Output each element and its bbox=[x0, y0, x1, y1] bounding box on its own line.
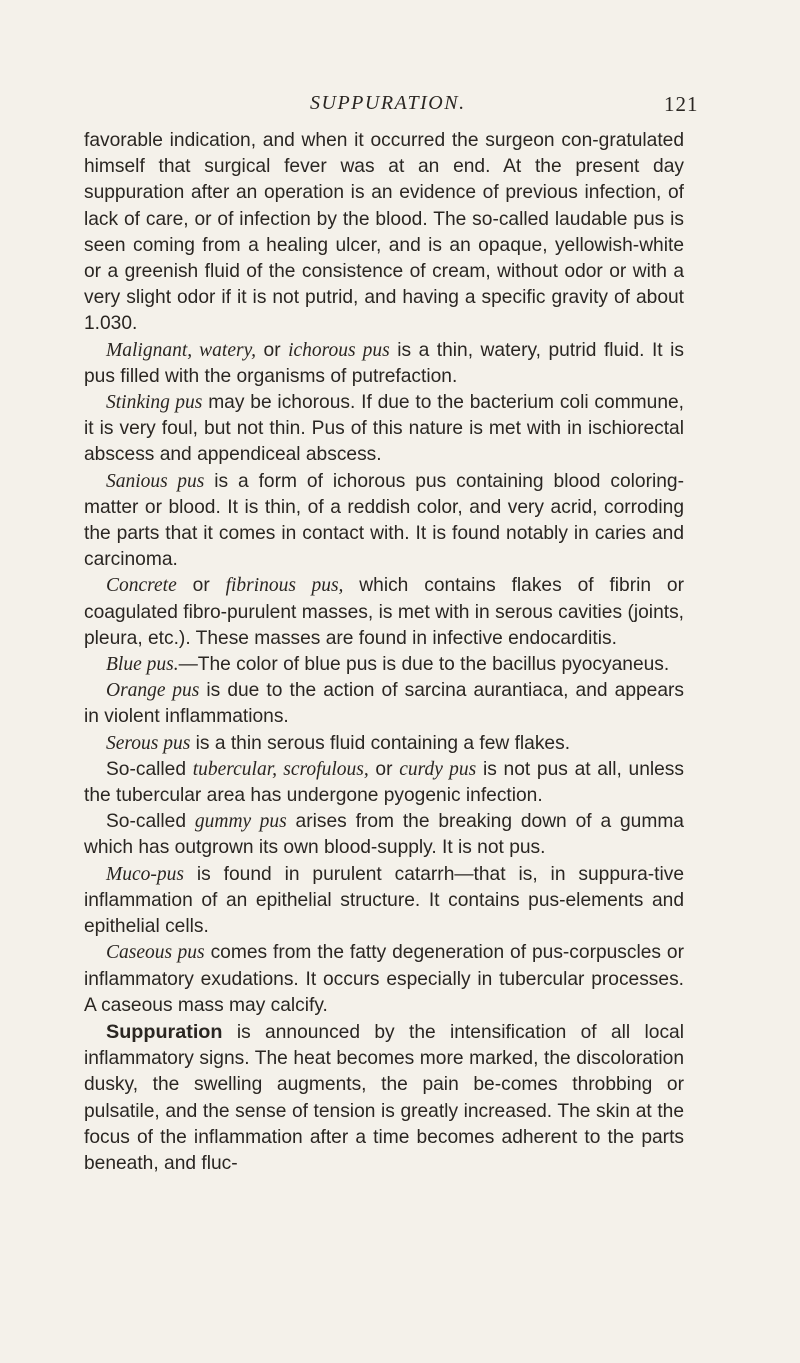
body-text bbox=[84, 128, 684, 1177]
paragraph-laudable-pus bbox=[84, 128, 684, 338]
text-run: is a form of ichorous pus containing blood coloring-matter or blood. It is thin, of a reddish color, and very acrid, corroding the parts that it comes in contact with. It is found notably in caries and carcinoma. bbox=[84, 470, 684, 571]
term: Concrete bbox=[106, 575, 177, 597]
paragraph-stinking-pus bbox=[84, 390, 684, 469]
text-run: which contains flakes of fibrin or coagulated fibro-purulent masses, is met with in serous cavities (joints, pleura, etc.). These masses are found in infective endocarditis. bbox=[84, 575, 684, 649]
text-run: is not pus at all, unless the tubercular area has undergone pyogenic infection. bbox=[84, 758, 684, 807]
paragraph-concrete-pus bbox=[84, 573, 684, 652]
term: Muco-pus bbox=[106, 863, 184, 885]
text-run: or bbox=[176, 575, 226, 597]
term: Malignant, watery, bbox=[106, 339, 257, 361]
paragraph-muco-pus bbox=[84, 862, 684, 941]
paragraph-malignant-pus bbox=[84, 338, 684, 390]
term: Stinking pus bbox=[106, 392, 203, 414]
term-heading: Suppuration bbox=[106, 1020, 223, 1043]
term: ichorous pus bbox=[288, 339, 390, 361]
term: Caseous pus bbox=[106, 942, 205, 964]
page-number: 121 bbox=[664, 92, 699, 116]
text-run: So-called bbox=[106, 811, 195, 833]
text-run: may be ichorous. If due to the bacterium coli commune, it is very foul, but not thin. Pus of this nature is met with in ischiorectal abscess and appendiceal abscess. bbox=[84, 392, 685, 466]
paragraph-suppuration bbox=[84, 1019, 684, 1177]
paragraph-blue-pus bbox=[84, 652, 684, 678]
paragraph-tubercular-pus bbox=[84, 757, 684, 809]
paragraph-sanious-pus bbox=[84, 469, 684, 574]
text-run: So-called bbox=[106, 758, 193, 780]
text-run: or bbox=[368, 758, 400, 780]
text-run: is a thin serous fluid containing a few flakes. bbox=[190, 732, 571, 754]
text-run: favorable indication, and when it occurred the surgeon con-gratulated himself that surgical fever was at an end. At the present day suppuration after an operation is an evidence of previous infection, of lack of care, or of infection by the blood. The so-called laudable pus is seen coming from a healing ulcer, and is an opaque, yellowish-white or a greenish fluid of the consistence of cream, without odor or with a very slight odor if it is not putrid, and having a specific gravity of about 1.030. bbox=[84, 130, 684, 335]
paragraph-gummy-pus bbox=[84, 809, 684, 861]
text-run: arises from the breaking down of a gumma which has outgrown its own blood-supply. It is not pus. bbox=[84, 811, 684, 859]
term: fibrinous pus, bbox=[225, 575, 344, 597]
term: gummy pus bbox=[194, 811, 287, 833]
text-run: comes from the fatty degeneration of pus-corpuscles or inflammatory exudations. It occurs especially in tubercular processes. A caseous mass may calcify. bbox=[84, 942, 684, 1016]
text-run: is found in purulent catarrh—that is, in suppura-tive inflammation of an epithelial structure. It contains pus-elements and epithelial cells. bbox=[84, 863, 684, 938]
text-run: is announced by the intensification of all local inflammatory signs. The heat becomes more marked, the discoloration dusky, the swelling augments, the pain be-comes throbbing or pulsatile, and the sense of tension is greatly increased. The skin at the focus of the inflammation after a time becomes adherent to the parts beneath, and fluc- bbox=[84, 1021, 684, 1174]
term: curdy pus bbox=[399, 758, 477, 780]
term: Serous pus bbox=[106, 732, 191, 754]
page-header bbox=[0, 92, 800, 122]
text-run: or bbox=[256, 339, 289, 361]
term: Blue pus. bbox=[106, 654, 179, 676]
term: tubercular, scrofulous, bbox=[192, 758, 369, 780]
paragraph-orange-pus bbox=[84, 678, 684, 730]
running-head: SUPPURATION. bbox=[310, 92, 466, 114]
term: Orange pus bbox=[106, 680, 200, 702]
text-run: is due to the action of sarcina aurantiaca, and appears in violent inflammations. bbox=[84, 680, 684, 728]
paragraph-caseous-pus bbox=[84, 940, 684, 1019]
term: Sanious pus bbox=[106, 470, 205, 492]
paragraph-serous-pus bbox=[84, 731, 684, 757]
text-run: is a thin, watery, putrid fluid. It is pus filled with the organisms of putrefaction. bbox=[84, 339, 684, 387]
text-run: —The color of blue pus is due to the bacillus pyocyaneus. bbox=[178, 654, 670, 676]
